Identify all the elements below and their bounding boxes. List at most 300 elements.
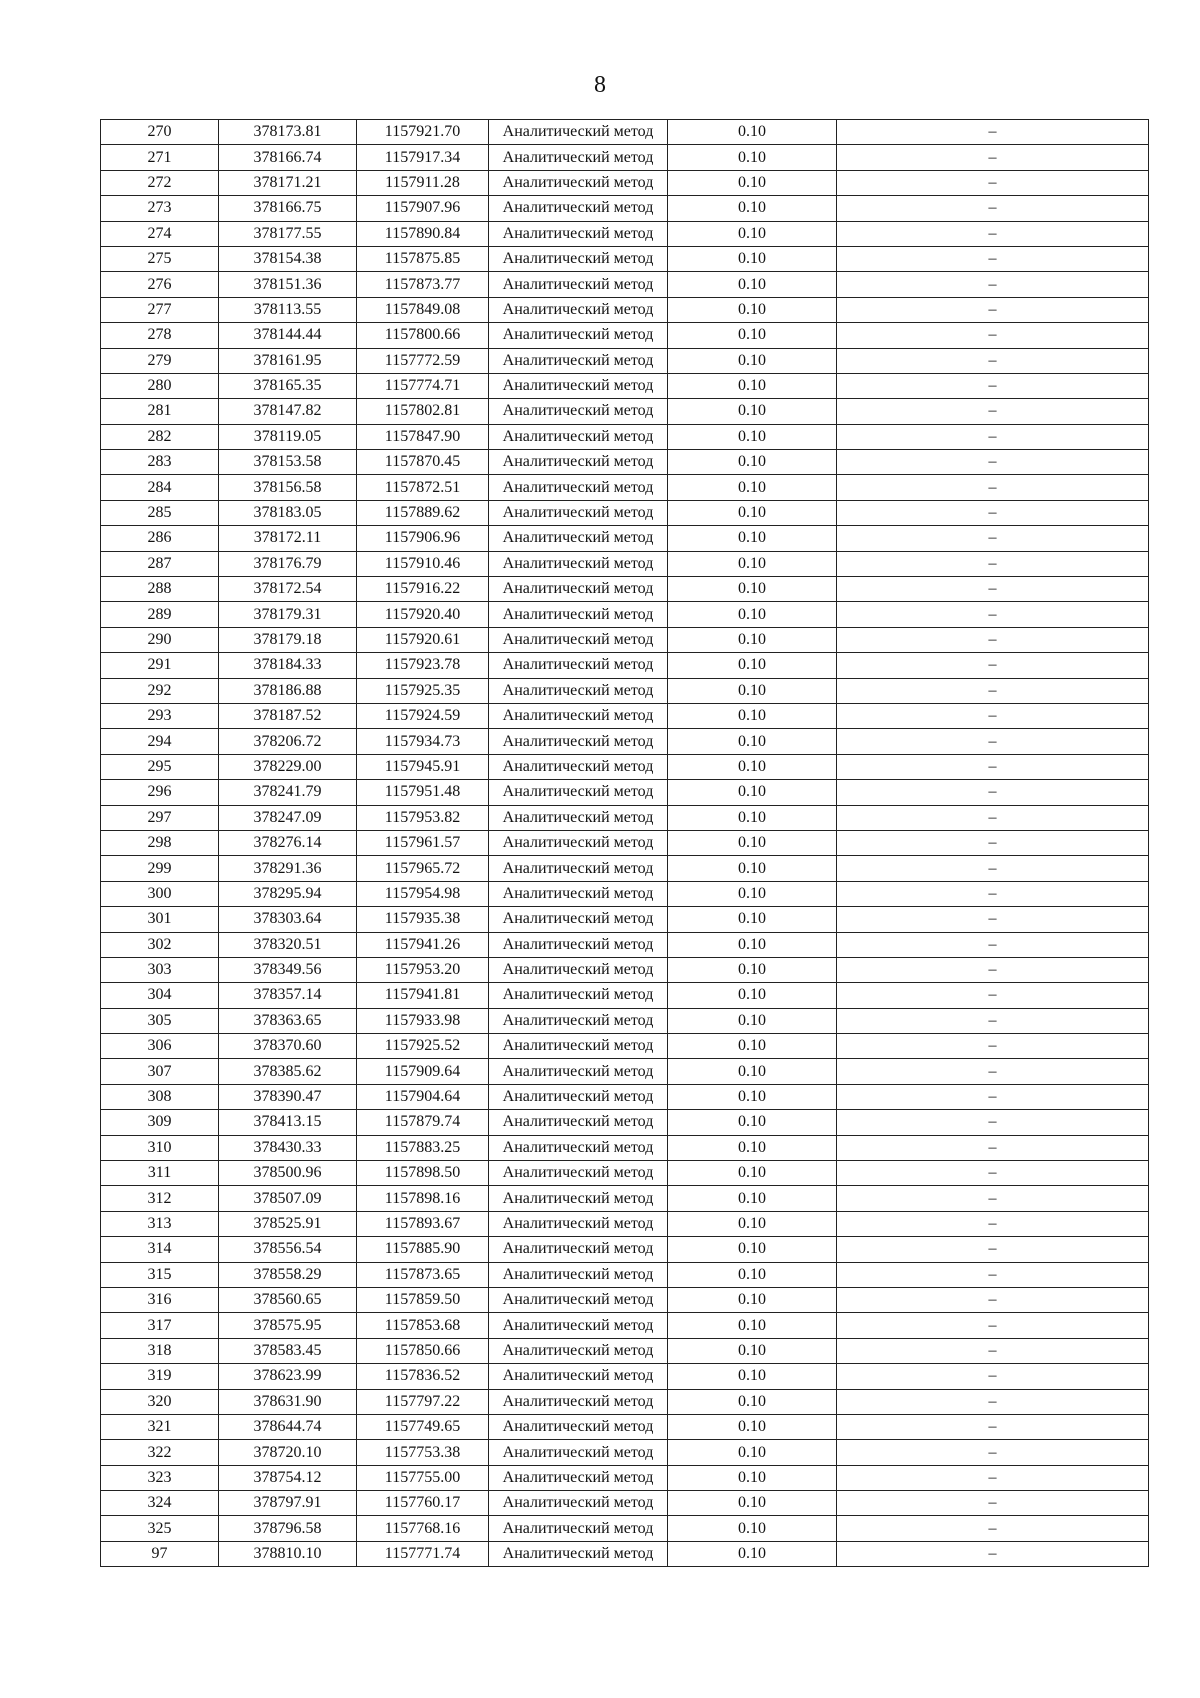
table-row [101, 424, 1149, 449]
table-row [101, 500, 1149, 525]
x-coordinate-cell: 378153.58 [219, 450, 357, 475]
point-number-cell: 307 [101, 1059, 219, 1084]
accuracy-cell: 0.10 [668, 1313, 837, 1338]
y-coordinate-cell: 1157907.96 [357, 196, 489, 221]
method-cell: Аналитический метод [489, 1110, 668, 1135]
table-row [101, 729, 1149, 754]
point-number-cell: 275 [101, 246, 219, 271]
note-cell: – [837, 1465, 1149, 1490]
point-number-cell: 309 [101, 1110, 219, 1135]
note-cell: – [837, 373, 1149, 398]
accuracy-cell: 0.10 [668, 196, 837, 221]
table-row [101, 1338, 1149, 1363]
accuracy-cell: 0.10 [668, 577, 837, 602]
y-coordinate-cell: 1157909.64 [357, 1059, 489, 1084]
note-cell: – [837, 1186, 1149, 1211]
x-coordinate-cell: 378151.36 [219, 272, 357, 297]
point-number-cell: 284 [101, 475, 219, 500]
x-coordinate-cell: 378556.54 [219, 1237, 357, 1262]
note-cell: – [837, 1084, 1149, 1109]
x-coordinate-cell: 378810.10 [219, 1541, 357, 1566]
note-cell: – [837, 145, 1149, 170]
x-coordinate-cell: 378797.91 [219, 1491, 357, 1516]
point-number-cell: 283 [101, 450, 219, 475]
point-number-cell: 308 [101, 1084, 219, 1109]
accuracy-cell: 0.10 [668, 1389, 837, 1414]
x-coordinate-cell: 378154.38 [219, 246, 357, 271]
note-cell: – [837, 729, 1149, 754]
point-number-cell: 311 [101, 1161, 219, 1186]
x-coordinate-cell: 378161.95 [219, 348, 357, 373]
point-number-cell: 288 [101, 577, 219, 602]
method-cell: Аналитический метод [489, 348, 668, 373]
table-row [101, 1465, 1149, 1490]
table-row [101, 653, 1149, 678]
method-cell: Аналитический метод [489, 1059, 668, 1084]
x-coordinate-cell: 378390.47 [219, 1084, 357, 1109]
accuracy-cell: 0.10 [668, 246, 837, 271]
x-coordinate-cell: 378575.95 [219, 1313, 357, 1338]
accuracy-cell: 0.10 [668, 1440, 837, 1465]
method-cell: Аналитический метод [489, 475, 668, 500]
accuracy-cell: 0.10 [668, 703, 837, 728]
table-row [101, 830, 1149, 855]
y-coordinate-cell: 1157925.35 [357, 678, 489, 703]
table-row [101, 678, 1149, 703]
point-number-cell: 299 [101, 856, 219, 881]
note-cell: – [837, 577, 1149, 602]
table-row [101, 450, 1149, 475]
accuracy-cell: 0.10 [668, 297, 837, 322]
accuracy-cell: 0.10 [668, 1262, 837, 1287]
table-row [101, 856, 1149, 881]
x-coordinate-cell: 378500.96 [219, 1161, 357, 1186]
page-number: 8 [594, 72, 606, 98]
accuracy-cell: 0.10 [668, 221, 837, 246]
accuracy-cell: 0.10 [668, 1084, 837, 1109]
point-number-cell: 304 [101, 983, 219, 1008]
y-coordinate-cell: 1157849.08 [357, 297, 489, 322]
point-number-cell: 302 [101, 932, 219, 957]
point-number-cell: 306 [101, 1034, 219, 1059]
method-cell: Аналитический метод [489, 1541, 668, 1566]
note-cell: – [837, 1008, 1149, 1033]
x-coordinate-cell: 378247.09 [219, 805, 357, 830]
note-cell: – [837, 475, 1149, 500]
y-coordinate-cell: 1157836.52 [357, 1364, 489, 1389]
y-coordinate-cell: 1157802.81 [357, 399, 489, 424]
x-coordinate-cell: 378184.33 [219, 653, 357, 678]
accuracy-cell: 0.10 [668, 1059, 837, 1084]
point-number-cell: 291 [101, 653, 219, 678]
y-coordinate-cell: 1157934.73 [357, 729, 489, 754]
y-coordinate-cell: 1157920.40 [357, 602, 489, 627]
x-coordinate-cell: 378171.21 [219, 170, 357, 195]
note-cell: – [837, 856, 1149, 881]
y-coordinate-cell: 1157945.91 [357, 754, 489, 779]
note-cell: – [837, 1313, 1149, 1338]
y-coordinate-cell: 1157800.66 [357, 323, 489, 348]
x-coordinate-cell: 378623.99 [219, 1364, 357, 1389]
point-number-cell: 303 [101, 957, 219, 982]
x-coordinate-cell: 378173.81 [219, 120, 357, 145]
table-row [101, 983, 1149, 1008]
y-coordinate-cell: 1157961.57 [357, 830, 489, 855]
method-cell: Аналитический метод [489, 1440, 668, 1465]
accuracy-cell: 0.10 [668, 678, 837, 703]
method-cell: Аналитический метод [489, 678, 668, 703]
table-row [101, 1084, 1149, 1109]
y-coordinate-cell: 1157755.00 [357, 1465, 489, 1490]
x-coordinate-cell: 378796.58 [219, 1516, 357, 1541]
y-coordinate-cell: 1157917.34 [357, 145, 489, 170]
method-cell: Аналитический метод [489, 1414, 668, 1439]
method-cell: Аналитический метод [489, 373, 668, 398]
point-number-cell: 317 [101, 1313, 219, 1338]
table-row [101, 754, 1149, 779]
method-cell: Аналитический метод [489, 1262, 668, 1287]
note-cell: – [837, 754, 1149, 779]
x-coordinate-cell: 378276.14 [219, 830, 357, 855]
method-cell: Аналитический метод [489, 1338, 668, 1363]
table-row [101, 246, 1149, 271]
accuracy-cell: 0.10 [668, 120, 837, 145]
method-cell: Аналитический метод [489, 1465, 668, 1490]
accuracy-cell: 0.10 [668, 424, 837, 449]
method-cell: Аналитический метод [489, 1211, 668, 1236]
accuracy-cell: 0.10 [668, 932, 837, 957]
accuracy-cell: 0.10 [668, 1161, 837, 1186]
method-cell: Аналитический метод [489, 983, 668, 1008]
point-number-cell: 273 [101, 196, 219, 221]
point-number-cell: 312 [101, 1186, 219, 1211]
point-number-cell: 277 [101, 297, 219, 322]
point-number-cell: 313 [101, 1211, 219, 1236]
note-cell: – [837, 120, 1149, 145]
y-coordinate-cell: 1157925.52 [357, 1034, 489, 1059]
point-number-cell: 315 [101, 1262, 219, 1287]
accuracy-cell: 0.10 [668, 1211, 837, 1236]
x-coordinate-cell: 378303.64 [219, 907, 357, 932]
method-cell: Аналитический метод [489, 957, 668, 982]
point-number-cell: 297 [101, 805, 219, 830]
method-cell: Аналитический метод [489, 424, 668, 449]
table-row [101, 1008, 1149, 1033]
accuracy-cell: 0.10 [668, 1491, 837, 1516]
y-coordinate-cell: 1157749.65 [357, 1414, 489, 1439]
note-cell: – [837, 1440, 1149, 1465]
y-coordinate-cell: 1157873.77 [357, 272, 489, 297]
note-cell: – [837, 1287, 1149, 1312]
method-cell: Аналитический метод [489, 907, 668, 932]
table-row [101, 1211, 1149, 1236]
note-cell: – [837, 602, 1149, 627]
method-cell: Аналитический метод [489, 602, 668, 627]
x-coordinate-cell: 378754.12 [219, 1465, 357, 1490]
method-cell: Аналитический метод [489, 500, 668, 525]
accuracy-cell: 0.10 [668, 373, 837, 398]
x-coordinate-cell: 378206.72 [219, 729, 357, 754]
table-row [101, 1491, 1149, 1516]
method-cell: Аналитический метод [489, 1491, 668, 1516]
x-coordinate-cell: 378349.56 [219, 957, 357, 982]
note-cell: – [837, 221, 1149, 246]
accuracy-cell: 0.10 [668, 1465, 837, 1490]
method-cell: Аналитический метод [489, 1186, 668, 1211]
note-cell: – [837, 1110, 1149, 1135]
table-row [101, 399, 1149, 424]
point-number-cell: 286 [101, 526, 219, 551]
point-number-cell: 272 [101, 170, 219, 195]
point-number-cell: 314 [101, 1237, 219, 1262]
point-number-cell: 274 [101, 221, 219, 246]
method-cell: Аналитический метод [489, 1364, 668, 1389]
note-cell: – [837, 881, 1149, 906]
note-cell: – [837, 450, 1149, 475]
x-coordinate-cell: 378119.05 [219, 424, 357, 449]
note-cell: – [837, 1338, 1149, 1363]
accuracy-cell: 0.10 [668, 907, 837, 932]
y-coordinate-cell: 1157906.96 [357, 526, 489, 551]
y-coordinate-cell: 1157911.28 [357, 170, 489, 195]
accuracy-cell: 0.10 [668, 475, 837, 500]
x-coordinate-cell: 378166.74 [219, 145, 357, 170]
accuracy-cell: 0.10 [668, 1516, 837, 1541]
accuracy-cell: 0.10 [668, 1541, 837, 1566]
table-row [101, 881, 1149, 906]
x-coordinate-cell: 378166.75 [219, 196, 357, 221]
table-row [101, 1161, 1149, 1186]
y-coordinate-cell: 1157933.98 [357, 1008, 489, 1033]
accuracy-cell: 0.10 [668, 1237, 837, 1262]
note-cell: – [837, 983, 1149, 1008]
note-cell: – [837, 957, 1149, 982]
accuracy-cell: 0.10 [668, 272, 837, 297]
x-coordinate-cell: 378507.09 [219, 1186, 357, 1211]
point-number-cell: 276 [101, 272, 219, 297]
point-number-cell: 310 [101, 1135, 219, 1160]
point-number-cell: 294 [101, 729, 219, 754]
x-coordinate-cell: 378113.55 [219, 297, 357, 322]
coordinates-table [100, 119, 1149, 1567]
method-cell: Аналитический метод [489, 856, 668, 881]
note-cell: – [837, 399, 1149, 424]
point-number-cell: 319 [101, 1364, 219, 1389]
accuracy-cell: 0.10 [668, 170, 837, 195]
note-cell: – [837, 1262, 1149, 1287]
y-coordinate-cell: 1157889.62 [357, 500, 489, 525]
method-cell: Аналитический метод [489, 627, 668, 652]
note-cell: – [837, 348, 1149, 373]
point-number-cell: 295 [101, 754, 219, 779]
x-coordinate-cell: 378295.94 [219, 881, 357, 906]
method-cell: Аналитический метод [489, 805, 668, 830]
y-coordinate-cell: 1157951.48 [357, 780, 489, 805]
method-cell: Аналитический метод [489, 196, 668, 221]
x-coordinate-cell: 378291.36 [219, 856, 357, 881]
method-cell: Аналитический метод [489, 170, 668, 195]
point-number-cell: 281 [101, 399, 219, 424]
note-cell: – [837, 526, 1149, 551]
table-row [101, 1541, 1149, 1566]
note-cell: – [837, 627, 1149, 652]
method-cell: Аналитический метод [489, 577, 668, 602]
y-coordinate-cell: 1157935.38 [357, 907, 489, 932]
method-cell: Аналитический метод [489, 1516, 668, 1541]
method-cell: Аналитический метод [489, 1034, 668, 1059]
method-cell: Аналитический метод [489, 881, 668, 906]
y-coordinate-cell: 1157875.85 [357, 246, 489, 271]
point-number-cell: 280 [101, 373, 219, 398]
note-cell: – [837, 830, 1149, 855]
method-cell: Аналитический метод [489, 1161, 668, 1186]
table-row [101, 272, 1149, 297]
note-cell: – [837, 500, 1149, 525]
point-number-cell: 279 [101, 348, 219, 373]
method-cell: Аналитический метод [489, 450, 668, 475]
note-cell: – [837, 424, 1149, 449]
note-cell: – [837, 1541, 1149, 1566]
y-coordinate-cell: 1157924.59 [357, 703, 489, 728]
accuracy-cell: 0.10 [668, 500, 837, 525]
accuracy-cell: 0.10 [668, 602, 837, 627]
accuracy-cell: 0.10 [668, 780, 837, 805]
method-cell: Аналитический метод [489, 1313, 668, 1338]
accuracy-cell: 0.10 [668, 348, 837, 373]
x-coordinate-cell: 378186.88 [219, 678, 357, 703]
table-row [101, 120, 1149, 145]
table-row [101, 602, 1149, 627]
method-cell: Аналитический метод [489, 1237, 668, 1262]
point-number-cell: 285 [101, 500, 219, 525]
point-number-cell: 282 [101, 424, 219, 449]
point-number-cell: 270 [101, 120, 219, 145]
method-cell: Аналитический метод [489, 526, 668, 551]
y-coordinate-cell: 1157965.72 [357, 856, 489, 881]
note-cell: – [837, 1034, 1149, 1059]
x-coordinate-cell: 378179.31 [219, 602, 357, 627]
accuracy-cell: 0.10 [668, 1287, 837, 1312]
table-body [101, 120, 1149, 1567]
table-row [101, 805, 1149, 830]
x-coordinate-cell: 378631.90 [219, 1389, 357, 1414]
point-number-cell: 305 [101, 1008, 219, 1033]
x-coordinate-cell: 378320.51 [219, 932, 357, 957]
accuracy-cell: 0.10 [668, 830, 837, 855]
accuracy-cell: 0.10 [668, 983, 837, 1008]
point-number-cell: 289 [101, 602, 219, 627]
y-coordinate-cell: 1157923.78 [357, 653, 489, 678]
table-row [101, 1389, 1149, 1414]
x-coordinate-cell: 378172.54 [219, 577, 357, 602]
y-coordinate-cell: 1157853.68 [357, 1313, 489, 1338]
method-cell: Аналитический метод [489, 145, 668, 170]
table-row [101, 196, 1149, 221]
x-coordinate-cell: 378413.15 [219, 1110, 357, 1135]
note-cell: – [837, 196, 1149, 221]
accuracy-cell: 0.10 [668, 1008, 837, 1033]
note-cell: – [837, 1059, 1149, 1084]
method-cell: Аналитический метод [489, 399, 668, 424]
method-cell: Аналитический метод [489, 703, 668, 728]
y-coordinate-cell: 1157904.64 [357, 1084, 489, 1109]
x-coordinate-cell: 378147.82 [219, 399, 357, 424]
method-cell: Аналитический метод [489, 120, 668, 145]
point-number-cell: 296 [101, 780, 219, 805]
note-cell: – [837, 1135, 1149, 1160]
point-number-cell: 323 [101, 1465, 219, 1490]
method-cell: Аналитический метод [489, 297, 668, 322]
table-row [101, 907, 1149, 932]
table-row [101, 221, 1149, 246]
method-cell: Аналитический метод [489, 932, 668, 957]
accuracy-cell: 0.10 [668, 551, 837, 576]
table-row [101, 145, 1149, 170]
y-coordinate-cell: 1157920.61 [357, 627, 489, 652]
table-row [101, 1135, 1149, 1160]
y-coordinate-cell: 1157910.46 [357, 551, 489, 576]
x-coordinate-cell: 378525.91 [219, 1211, 357, 1236]
point-number-cell: 97 [101, 1541, 219, 1566]
accuracy-cell: 0.10 [668, 805, 837, 830]
y-coordinate-cell: 1157771.74 [357, 1541, 489, 1566]
note-cell: – [837, 323, 1149, 348]
y-coordinate-cell: 1157954.98 [357, 881, 489, 906]
accuracy-cell: 0.10 [668, 399, 837, 424]
accuracy-cell: 0.10 [668, 653, 837, 678]
point-number-cell: 321 [101, 1414, 219, 1439]
table-row [101, 1110, 1149, 1135]
point-number-cell: 316 [101, 1287, 219, 1312]
accuracy-cell: 0.10 [668, 323, 837, 348]
y-coordinate-cell: 1157850.66 [357, 1338, 489, 1363]
x-coordinate-cell: 378183.05 [219, 500, 357, 525]
method-cell: Аналитический метод [489, 1135, 668, 1160]
point-number-cell: 300 [101, 881, 219, 906]
x-coordinate-cell: 378370.60 [219, 1034, 357, 1059]
method-cell: Аналитический метод [489, 830, 668, 855]
method-cell: Аналитический метод [489, 1084, 668, 1109]
method-cell: Аналитический метод [489, 551, 668, 576]
x-coordinate-cell: 378357.14 [219, 983, 357, 1008]
y-coordinate-cell: 1157893.67 [357, 1211, 489, 1236]
y-coordinate-cell: 1157953.20 [357, 957, 489, 982]
x-coordinate-cell: 378720.10 [219, 1440, 357, 1465]
y-coordinate-cell: 1157797.22 [357, 1389, 489, 1414]
x-coordinate-cell: 378165.35 [219, 373, 357, 398]
method-cell: Аналитический метод [489, 1287, 668, 1312]
point-number-cell: 318 [101, 1338, 219, 1363]
point-number-cell: 287 [101, 551, 219, 576]
y-coordinate-cell: 1157883.25 [357, 1135, 489, 1160]
x-coordinate-cell: 378172.11 [219, 526, 357, 551]
point-number-cell: 278 [101, 323, 219, 348]
point-number-cell: 325 [101, 1516, 219, 1541]
y-coordinate-cell: 1157898.16 [357, 1186, 489, 1211]
accuracy-cell: 0.10 [668, 754, 837, 779]
table-row [101, 475, 1149, 500]
accuracy-cell: 0.10 [668, 1186, 837, 1211]
point-number-cell: 324 [101, 1491, 219, 1516]
table-row [101, 526, 1149, 551]
note-cell: – [837, 1237, 1149, 1262]
method-cell: Аналитический метод [489, 653, 668, 678]
y-coordinate-cell: 1157768.16 [357, 1516, 489, 1541]
y-coordinate-cell: 1157873.65 [357, 1262, 489, 1287]
note-cell: – [837, 272, 1149, 297]
point-number-cell: 271 [101, 145, 219, 170]
note-cell: – [837, 1414, 1149, 1439]
